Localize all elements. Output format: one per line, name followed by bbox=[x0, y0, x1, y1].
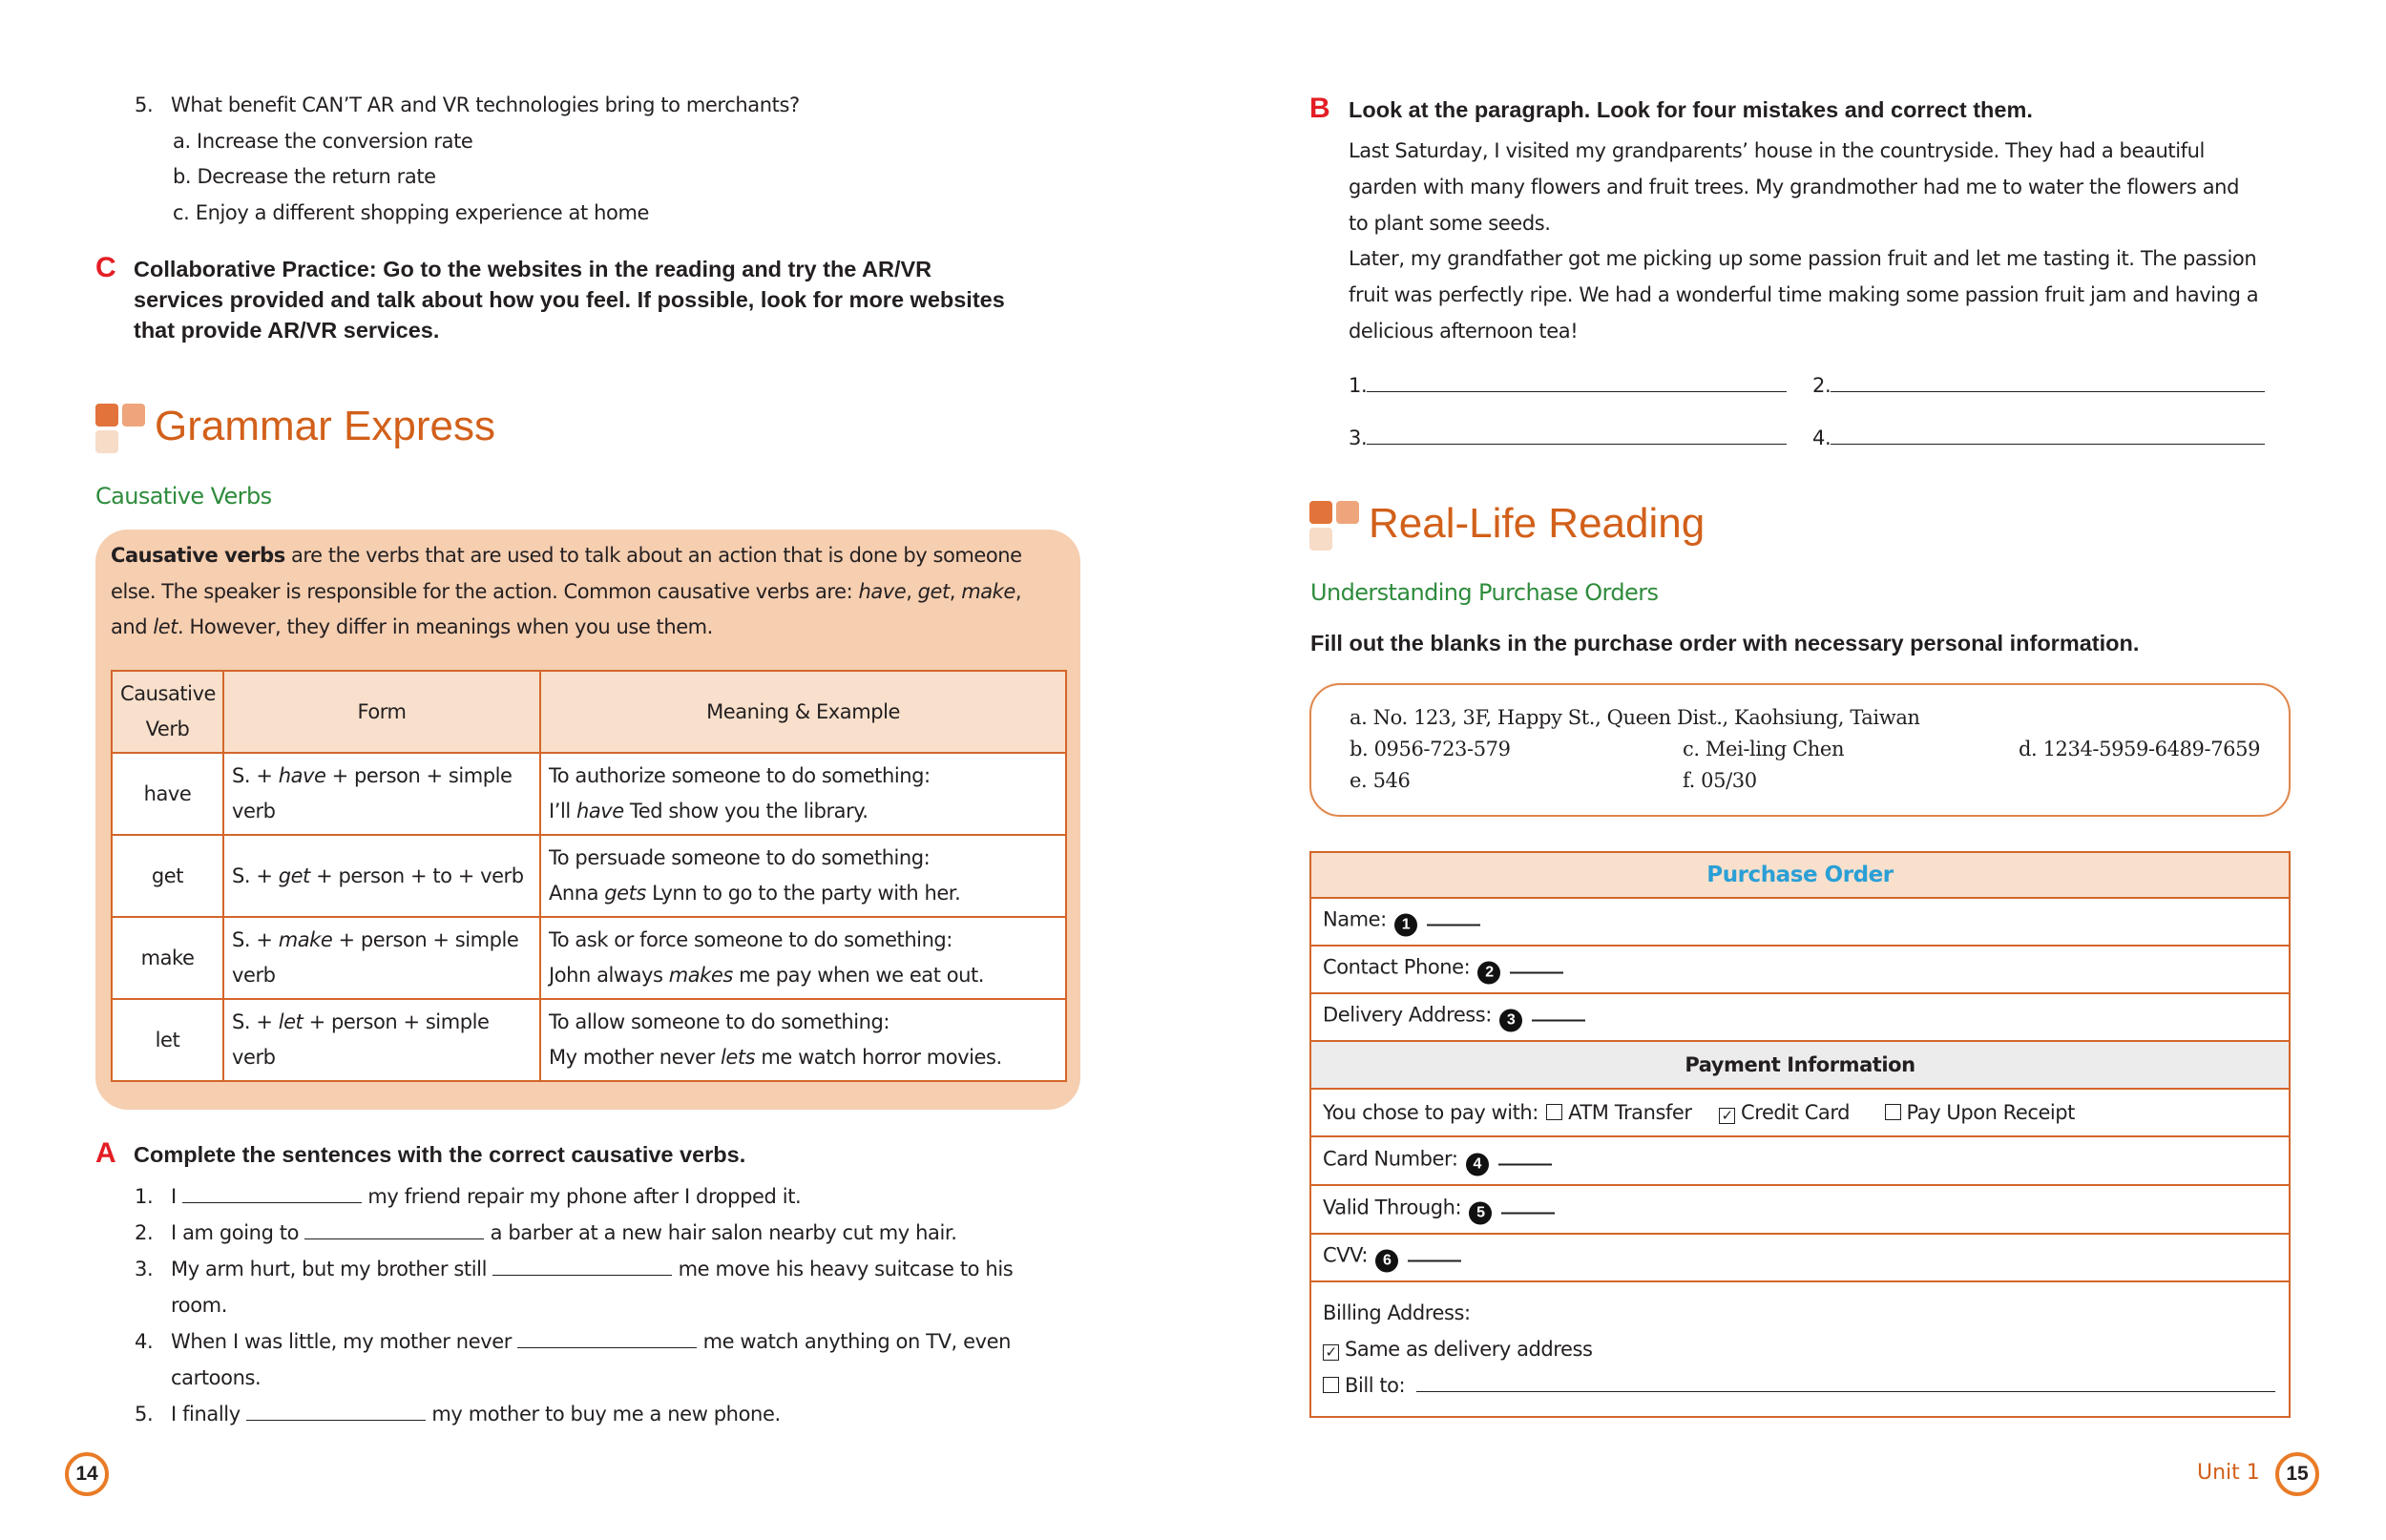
purchase-order-title: Purchase Order bbox=[1706, 863, 1894, 887]
section-c-instruction bbox=[134, 254, 1088, 345]
correction-blank[interactable] bbox=[1367, 374, 1787, 392]
header-causative-verb bbox=[112, 671, 223, 753]
paragraph-line-5: fruit was perfectly ripe. We had a wonderful time making some passion fruit jam and having a bbox=[1349, 283, 2259, 306]
intro-verb-make: make bbox=[961, 579, 1015, 603]
form-cell: S. + let + person + simple verb bbox=[223, 999, 540, 1081]
meaning-cell bbox=[540, 999, 1066, 1081]
bill-to-blank[interactable] bbox=[1416, 1374, 2275, 1392]
pay-upon-receipt-label: Pay Upon Receipt bbox=[1906, 1101, 2075, 1124]
header-line-2: Verb bbox=[145, 718, 190, 740]
table-row bbox=[112, 999, 1066, 1081]
correction-blank[interactable] bbox=[1831, 427, 2265, 445]
name-blank[interactable] bbox=[1427, 907, 1480, 926]
same-as-delivery-option[interactable] bbox=[1323, 1338, 1592, 1361]
table-row bbox=[112, 835, 1066, 917]
header-line-1: Causative bbox=[120, 682, 217, 705]
section-c-letter: C bbox=[95, 252, 116, 283]
number-1-icon: 1 bbox=[1394, 914, 1417, 937]
meaning-text: To authorize someone to do something: bbox=[549, 764, 931, 787]
verb-cell: let bbox=[112, 999, 223, 1081]
same-as-delivery-label: Same as delivery address bbox=[1345, 1338, 1593, 1361]
question-5-number: 5. bbox=[135, 94, 154, 116]
question-5-option-b: b. Decrease the return rate bbox=[173, 165, 436, 188]
example-text: Anna gets Lynn to go to the party with her. bbox=[549, 882, 961, 905]
exercise-a-item-1[interactable]: 1. I my friend repair my phone after I dropped it. bbox=[135, 1185, 802, 1208]
phone-blank[interactable] bbox=[1510, 955, 1563, 974]
number-6-icon: 6 bbox=[1375, 1250, 1398, 1273]
pay-with-label: You chose to pay with: bbox=[1323, 1101, 1538, 1124]
paragraph-line-6: delicious afternoon tea! bbox=[1349, 320, 1579, 343]
bill-to-checkbox[interactable] bbox=[1323, 1377, 1339, 1393]
answer-blank[interactable] bbox=[182, 1185, 362, 1203]
billing-address-section bbox=[1311, 1282, 2289, 1416]
header-meaning-example: Meaning & Example bbox=[540, 671, 1066, 753]
causative-verbs-table bbox=[111, 670, 1067, 1082]
purchase-order-form bbox=[1309, 851, 2291, 1418]
exercise-a-item-2[interactable]: 2. I am going to a barber at a new hair salon nearby cut my hair. bbox=[135, 1221, 957, 1244]
billing-address-label: Billing Address: bbox=[1323, 1301, 1471, 1324]
header-form: Form bbox=[223, 671, 540, 753]
grammar-intro: Causative verbs are the verbs that are used to talk about an action that is done by someone else. The speaker is responsible for the action. Common causative verbs are: have, get, make, and let. However, they differ in meanings when you use them. bbox=[111, 544, 1022, 638]
verb-cell: have bbox=[112, 753, 223, 835]
number-4-icon: 4 bbox=[1466, 1153, 1489, 1176]
paragraph-line-2: garden with many flowers and fruit trees. My grandmother had me to water the flowers and bbox=[1349, 176, 2240, 198]
example-text: I’ll have Ted show you the library. bbox=[549, 800, 869, 822]
name-field-row[interactable]: Name: 1 bbox=[1311, 899, 2289, 947]
paragraph-line-4: Later, my grandfather got me picking up some passion fruit and let me tasting it. The passion bbox=[1349, 247, 2257, 270]
option-a-address: a. No. 123, 3F, Happy St., Queen Dist., Kaohsiung, Taiwan bbox=[1350, 706, 1920, 729]
table-header-row bbox=[112, 671, 1066, 753]
verb-cell: make bbox=[112, 917, 223, 999]
answer-blank[interactable] bbox=[304, 1221, 484, 1239]
table-row bbox=[112, 753, 1066, 835]
bill-to-label: Bill to: bbox=[1345, 1374, 1406, 1397]
correction-2[interactable]: 2. bbox=[1812, 374, 2265, 397]
section-a-instruction: Complete the sentences with the correct causative verbs. bbox=[134, 1142, 746, 1167]
intro-line-2: else. The speaker is responsible for the action. Common causative verbs are: bbox=[111, 579, 859, 603]
purchase-order-header bbox=[1311, 853, 2289, 899]
question-5-option-c: c. Enjoy a different shopping experience at home bbox=[173, 201, 650, 224]
fill-out-instruction: Fill out the blanks in the purchase order with necessary personal information. bbox=[1310, 631, 2140, 656]
table-row bbox=[112, 917, 1066, 999]
example-text: My mother never lets me watch horror movies. bbox=[549, 1046, 1002, 1069]
option-e-cvv: e. 546 bbox=[1350, 769, 1411, 792]
card-number-row[interactable]: Card Number: 4 bbox=[1311, 1137, 2289, 1186]
contact-phone-row[interactable]: Contact Phone: 2 bbox=[1311, 947, 2289, 994]
option-f-valid-through: f. 05/30 bbox=[1683, 769, 1757, 792]
section-a-letter: A bbox=[95, 1137, 116, 1169]
grammar-express-squares-icon bbox=[95, 404, 147, 455]
causative-verbs-subtitle: Causative Verbs bbox=[95, 483, 272, 510]
pay-upon-receipt-checkbox[interactable] bbox=[1885, 1104, 1901, 1120]
bill-to-option[interactable] bbox=[1323, 1374, 2275, 1397]
unit-label: Unit 1 bbox=[2197, 1461, 2260, 1485]
number-3-icon: 3 bbox=[1499, 1009, 1522, 1032]
credit-card-label: Credit Card bbox=[1741, 1101, 1851, 1124]
correction-3[interactable]: 3. bbox=[1349, 427, 1787, 449]
valid-through-row[interactable]: Valid Through: 5 bbox=[1311, 1186, 2289, 1235]
payment-information-title: Payment Information bbox=[1685, 1053, 1915, 1076]
exercise-a-item-4-cont: cartoons. bbox=[171, 1366, 262, 1389]
correction-1[interactable]: 1. bbox=[1349, 374, 1787, 397]
real-life-reading-title: Real-Life Reading bbox=[1369, 500, 1706, 547]
page-number-left: 14 bbox=[65, 1452, 109, 1496]
form-cell: S. + make + person + simple verb bbox=[223, 917, 540, 999]
meaning-cell bbox=[540, 753, 1066, 835]
option-b-phone: b. 0956-723-579 bbox=[1350, 738, 1511, 760]
number-2-icon: 2 bbox=[1477, 962, 1500, 985]
address-blank[interactable] bbox=[1532, 1003, 1585, 1022]
paragraph-line-1: Last Saturday, I visited my grandparents’ house in the countryside. They had a beautiful bbox=[1349, 139, 2205, 162]
option-c-name: c. Mei-ling Chen bbox=[1683, 738, 1845, 760]
grammar-express-title: Grammar Express bbox=[155, 403, 495, 449]
form-cell: S. + have + person + simple verb bbox=[223, 753, 540, 835]
intro-verb-let: let bbox=[153, 615, 178, 638]
section-b-letter: B bbox=[1309, 93, 1330, 124]
answer-blank[interactable] bbox=[492, 1258, 672, 1276]
delivery-address-row[interactable]: Delivery Address: 3 bbox=[1311, 994, 2289, 1042]
cvv-blank[interactable] bbox=[1408, 1243, 1461, 1262]
real-life-reading-squares-icon bbox=[1309, 501, 1361, 552]
meaning-text: To allow someone to do something: bbox=[549, 1010, 890, 1033]
exercise-a-item-4[interactable]: 4. When I was little, my mother never me watch anything on TV, even bbox=[135, 1330, 1012, 1353]
option-d-card-number: d. 1234-5959-6489-7659 bbox=[2019, 738, 2261, 760]
atm-transfer-label: ATM Transfer bbox=[1568, 1101, 1692, 1124]
card-number-blank[interactable] bbox=[1498, 1146, 1552, 1165]
answer-blank[interactable] bbox=[517, 1330, 697, 1348]
form-cell: S. + get + person + to + verb bbox=[223, 835, 540, 917]
paragraph-line-3: to plant some seeds. bbox=[1349, 212, 1551, 235]
answer-blank[interactable] bbox=[246, 1403, 426, 1421]
example-text: John always makes me pay when we eat out. bbox=[549, 964, 984, 987]
pay-with-row bbox=[1311, 1090, 2289, 1137]
question-5-text: What benefit CAN’T AR and VR technologies bring to merchants? bbox=[171, 94, 800, 116]
valid-through-blank[interactable] bbox=[1501, 1195, 1555, 1214]
meaning-cell bbox=[540, 917, 1066, 999]
page-number-right: 15 bbox=[2275, 1452, 2319, 1496]
exercise-a-item-3-cont: room. bbox=[171, 1294, 228, 1317]
intro-verb-have: have bbox=[858, 579, 907, 603]
intro-bold-term: Causative verbs bbox=[111, 544, 285, 567]
number-5-icon: 5 bbox=[1469, 1201, 1492, 1224]
exercise-a-item-3[interactable]: 3. My arm hurt, but my brother still me move his heavy suitcase to his bbox=[135, 1258, 1014, 1280]
credit-card-checkbox[interactable]: ✓ bbox=[1719, 1108, 1735, 1124]
section-c-line-1: Collaborative Practice: Go to the websites in the reading and try the AR/VR bbox=[134, 257, 932, 281]
payment-information-header bbox=[1311, 1042, 2289, 1090]
section-b-instruction: Look at the paragraph. Look for four mistakes and correct them. bbox=[1349, 97, 2033, 122]
atm-transfer-checkbox[interactable] bbox=[1546, 1104, 1562, 1120]
cvv-row[interactable]: CVV: 6 bbox=[1311, 1235, 2289, 1282]
meaning-text: To ask or force someone to do something: bbox=[549, 928, 952, 951]
verb-cell: get bbox=[112, 835, 223, 917]
correction-4[interactable]: 4. bbox=[1812, 427, 2265, 449]
understanding-purchase-orders-subtitle: Understanding Purchase Orders bbox=[1310, 579, 1659, 606]
intro-line-3-prefix: and bbox=[111, 615, 154, 638]
same-as-delivery-checkbox[interactable]: ✓ bbox=[1323, 1344, 1339, 1361]
correction-blank[interactable] bbox=[1831, 374, 2265, 392]
meaning-text: To persuade someone to do something: bbox=[549, 846, 931, 869]
correction-blank[interactable] bbox=[1367, 427, 1787, 445]
exercise-a-item-5[interactable]: 5. I finally my mother to buy me a new phone. bbox=[135, 1403, 781, 1426]
question-5-option-a: a. Increase the conversion rate bbox=[173, 130, 473, 153]
section-c-line-3: that provide AR/VR services. bbox=[134, 318, 440, 343]
intro-line-3-rest: . However, they differ in meanings when you use them. bbox=[178, 615, 713, 638]
intro-verb-get: get bbox=[917, 579, 950, 603]
meaning-cell bbox=[540, 835, 1066, 917]
intro-line-1: are the verbs that are used to talk about an action that is done by someone bbox=[284, 544, 1022, 567]
section-c-line-2: services provided and talk about how you feel. If possible, look for more websites bbox=[134, 287, 1005, 312]
